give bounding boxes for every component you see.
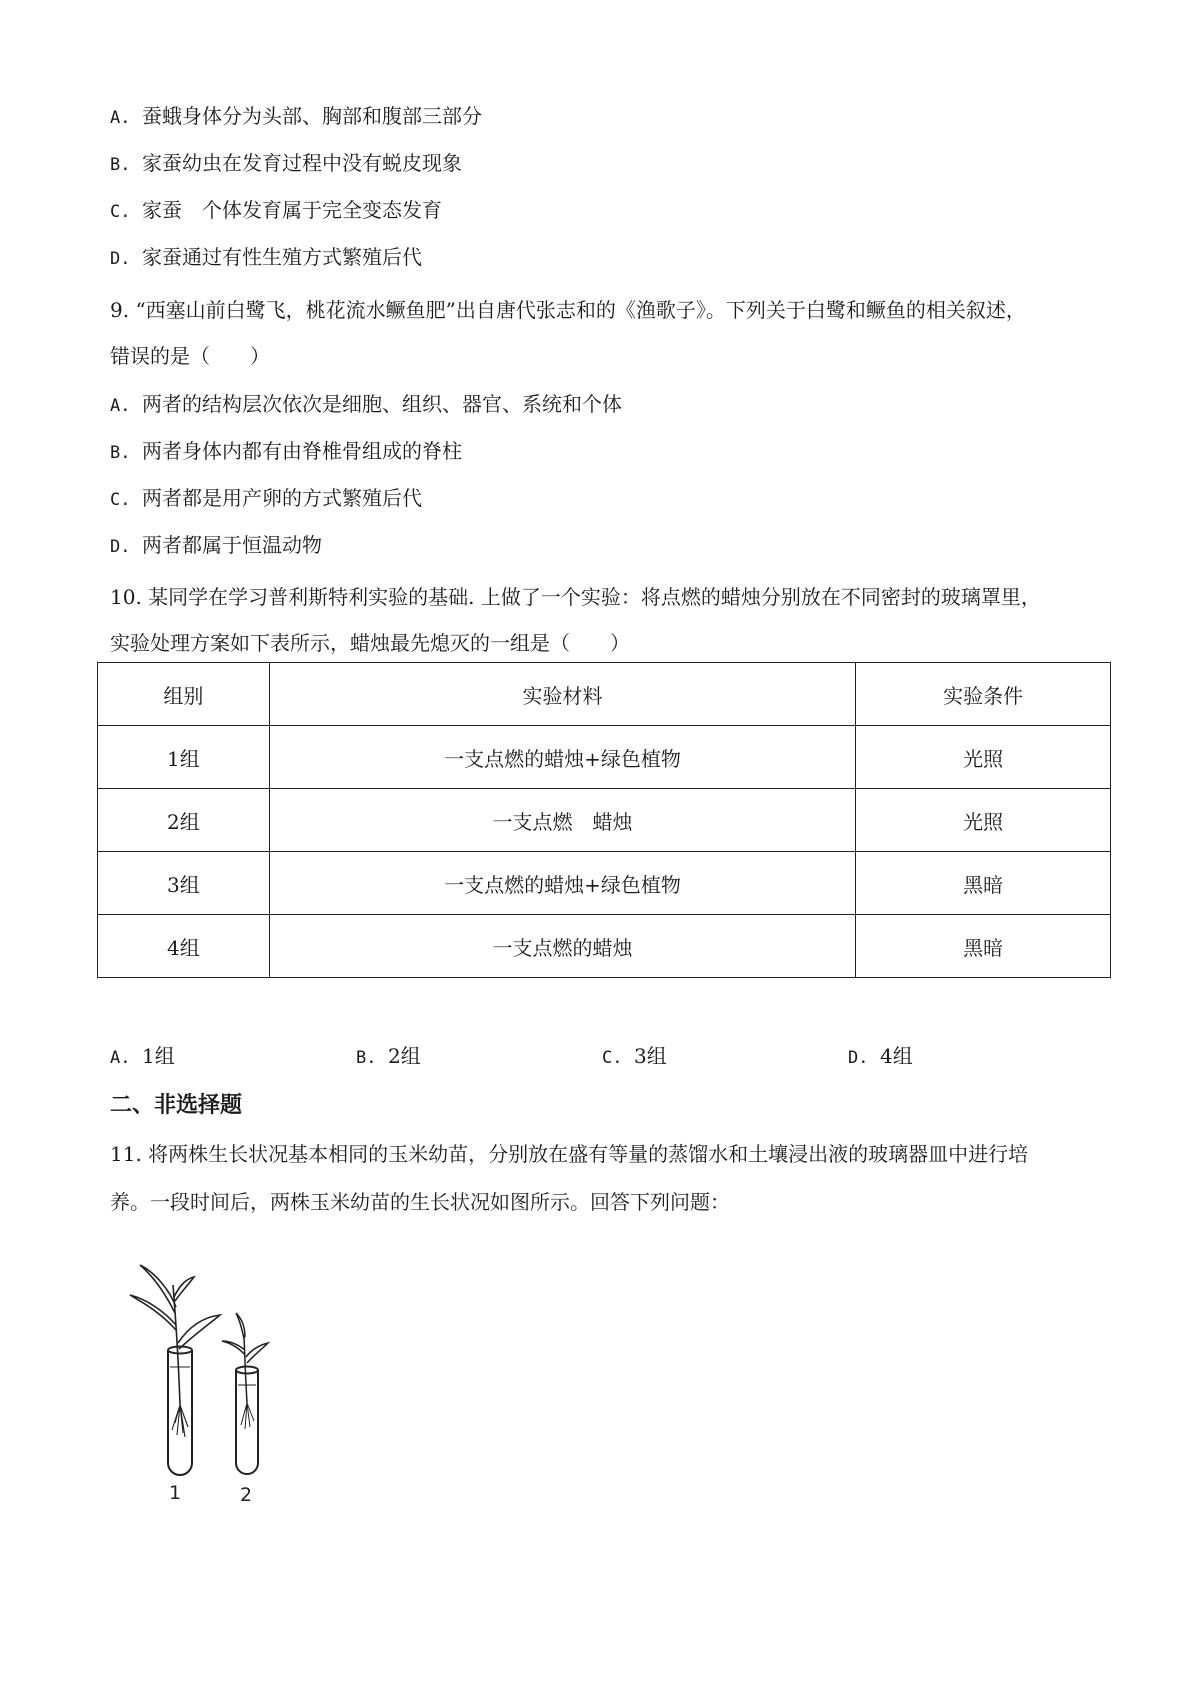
q8-option-c: C. 家蚕 个体发育属于完全变态发育 <box>110 198 442 222</box>
experiment-table <box>97 662 1111 978</box>
seedling-2 <box>222 1313 268 1429</box>
q9-option-d: D. 两者都属于恒温动物 <box>110 533 322 557</box>
table-cell: 4组 <box>98 915 270 978</box>
q10-stem-line1: 10. 某同学在学习普利斯特利实验的基础. 上做了一个实验：将点燃的蜡烛分别放在不同密封的玻璃罩里， <box>110 585 1041 609</box>
table-cell: 一支点燃的蜡烛 <box>269 915 855 978</box>
table-cell: 一支点燃 蜡烛 <box>269 789 855 852</box>
section-title: 二、非选择题 <box>110 1093 243 1118</box>
q9-stem-line1: 9. “西塞山前白鹭飞，桃花流水鳜鱼肥”出自唐代张志和的《渔歌子》。下列关于白鹭和鳜鱼的相关叙述， <box>110 298 1026 322</box>
q9-option-c: C. 两者都是用产卵的方式繁殖后代 <box>110 486 422 510</box>
header-material: 实验材料 <box>269 663 855 726</box>
table-cell: 光照 <box>856 726 1111 789</box>
q11-stem-line1: 11. 将两株生长状况基本相同的玉米幼苗，分别放在盛有等量的蒸馏水和土壤浸出液的玻璃器皿中进行培 <box>110 1142 1029 1166</box>
q8-option-a: A. 蚕蛾身体分为头部、胸部和腹部三部分 <box>110 104 482 128</box>
q10-choice-b: B. 2组 <box>356 1044 421 1068</box>
table-cell: 一支点燃的蜡烛+绿色植物 <box>269 726 855 789</box>
table-cell: 一支点燃的蜡烛+绿色植物 <box>269 852 855 915</box>
seedling-test-tubes-figure <box>128 1255 298 1505</box>
table-cell: 2组 <box>98 789 270 852</box>
q9-stem-line2: 错误的是（ ） <box>110 344 270 368</box>
table-row <box>98 789 1111 852</box>
table-row <box>98 726 1111 789</box>
q11-stem-line2: 养。一段时间后，两株玉米幼苗的生长状况如图所示。回答下列问题： <box>110 1190 730 1214</box>
table-cell: 3组 <box>98 852 270 915</box>
q9-option-b: B. 两者身体内都有由脊椎骨组成的脊柱 <box>110 439 462 463</box>
table-cell: 黑暗 <box>856 915 1111 978</box>
q10-choice-d: D. 4组 <box>848 1044 913 1068</box>
table-header-row <box>98 663 1111 726</box>
table-cell: 1组 <box>98 726 270 789</box>
seedling-1 <box>130 1265 220 1437</box>
header-condition: 实验条件 <box>856 663 1111 726</box>
table-row <box>98 852 1111 915</box>
figure-label-2: 2 <box>240 1484 253 1505</box>
q9-option-a: A. 两者的结构层次依次是细胞、组织、器官、系统和个体 <box>110 392 622 416</box>
q10-choice-c: C. 3组 <box>602 1044 667 1068</box>
q10-stem-line2: 实验处理方案如下表所示，蜡烛最先熄灭的一组是（ ） <box>110 631 630 655</box>
q10-choice-a: A. 1组 <box>110 1044 175 1068</box>
header-group: 组别 <box>98 663 270 726</box>
table-cell: 光照 <box>856 789 1111 852</box>
q10-choices <box>110 1040 1110 1070</box>
test-tube-2 <box>236 1367 258 1475</box>
q8-option-d: D. 家蚕通过有性生殖方式繁殖后代 <box>110 245 422 269</box>
table-row <box>98 915 1111 978</box>
test-tube-1 <box>168 1347 192 1476</box>
figure-label-1: 1 <box>169 1482 182 1504</box>
q8-option-b: B. 家蚕幼虫在发育过程中没有蜕皮现象 <box>110 151 462 175</box>
table-cell: 黑暗 <box>856 852 1111 915</box>
